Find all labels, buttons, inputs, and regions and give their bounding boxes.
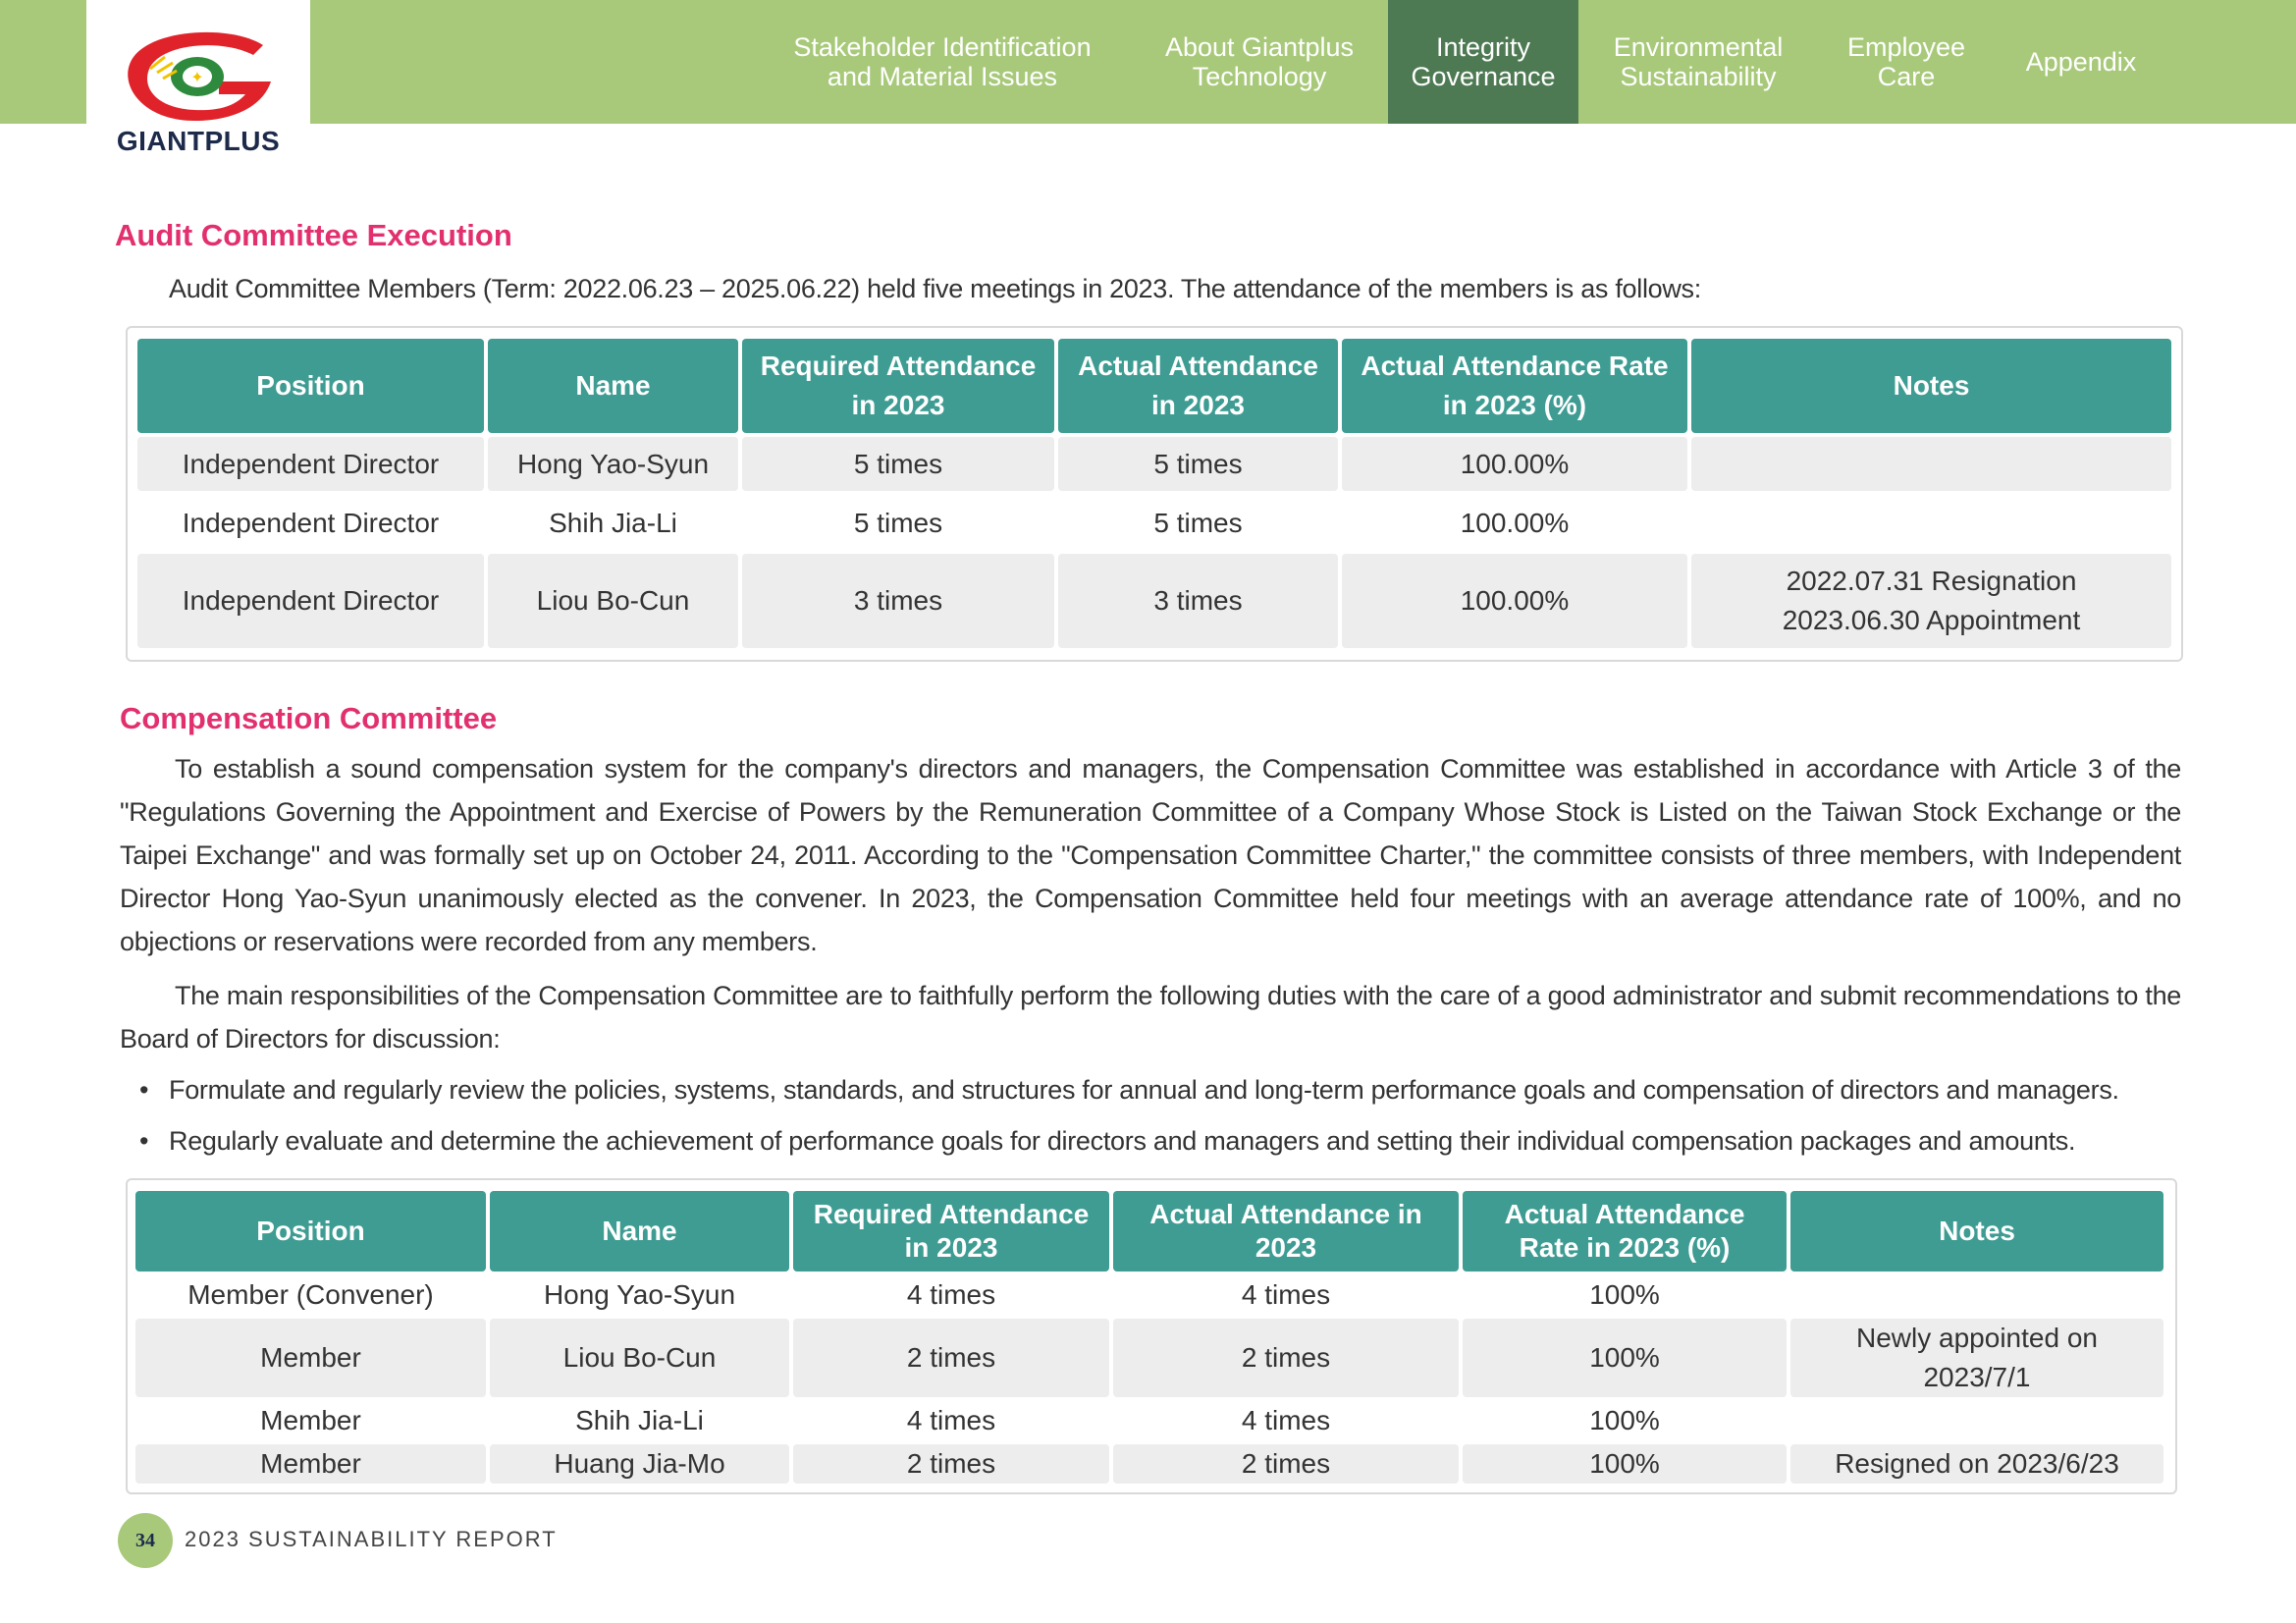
table-cell <box>1691 496 2171 550</box>
table-cell: Shih Jia-Li <box>549 507 677 538</box>
table-cell <box>1691 437 2171 491</box>
nav-label: Environmental <box>1613 32 1784 62</box>
table-cell-notes: Newly appointed on 2023/7/1 <box>1790 1319 2163 1397</box>
table-cell: Member <box>260 1405 361 1435</box>
nav-environmental-sustainability[interactable] <box>1590 0 1806 124</box>
table-cell: 100% <box>1463 1319 1787 1397</box>
nav-label: About Giantplus <box>1164 32 1355 62</box>
table-cell: 2 times <box>1113 1444 1459 1484</box>
comp-header-position: Position <box>135 1191 486 1271</box>
brand-name: GIANTPLUS <box>116 126 281 156</box>
compensation-section-title: Compensation Committee <box>120 701 498 735</box>
compensation-paragraph-1: To establish a sound compensation system for the company's directors and managers, the Compensation Committee was established in accordance with Article 3 of the "Regulations Governing the Appointment and Exercise of Powers by the Remuneration Committee of a Company Whose Stock is Listed on the Taiwan Stock Exchange or the Taipei Exchange" and was formally set up on October 24, 2011. According to the "Compensation Committee Charter," the committee consists of three members, with Independent Director Hong Yao-Syun unanimously elected as the convener. In 2023, the Compensation Committee held four meetings with an average attendance rate of 100%, and no objections or reservations were recorded from any members. <box>120 754 2181 956</box>
table-cell <box>1790 1401 2163 1440</box>
table-cell-notes: 2022.07.31 Resignation 2023.06.30 Appointment <box>1691 554 2171 648</box>
comp-header-notes: Notes <box>1790 1191 2163 1271</box>
table-cell: 5 times <box>742 437 1054 491</box>
table-cell: Huang Jia-Mo <box>490 1444 789 1484</box>
nav-label: Integrity <box>1435 32 1531 62</box>
nav-label: Appendix <box>2025 47 2137 77</box>
comp-header-actual: Actual Attendance in 2023 <box>1113 1191 1459 1271</box>
nav-label: Sustainability <box>1620 62 1777 91</box>
table-cell: Member <box>135 1444 486 1484</box>
table-cell: Resigned on 2023/6/23 <box>1790 1444 2163 1484</box>
table-cell: 4 times <box>1241 1279 1331 1310</box>
nav-employee-care[interactable] <box>1828 0 1985 124</box>
audit-header-notes: Notes <box>1691 339 2171 433</box>
responsibility-bullet-2: • Regularly evaluate and determine the achievement of performance goals for directors and managers and setting their individual compensation packages and amounts. <box>169 1126 2191 1157</box>
nav-label: Care <box>1877 62 1936 91</box>
table-cell: 3 times <box>742 554 1054 648</box>
table-cell: 100% <box>1589 1405 1660 1435</box>
table-cell: Shih Jia-Li <box>575 1405 704 1435</box>
table-cell: Member (Convener) <box>187 1279 434 1310</box>
comp-header-required: Required Attendance in 2023 <box>793 1191 1109 1271</box>
compensation-paragraph-2: The main responsibilities of the Compensation Committee are to faithfully perform the following duties with the care of a good administrator and submit recommendations to the Board of Directors for discussion: <box>120 981 2181 1054</box>
table-cell: 5 times <box>1058 437 1338 491</box>
nav-about-giantplus[interactable] <box>1147 0 1372 124</box>
table-cell: Member <box>135 1319 486 1397</box>
table-cell: 100.00% <box>1460 507 1570 538</box>
table-cell: Independent Director <box>137 554 484 648</box>
comp-header-rate: Actual Attendance Rate in 2023 (%) <box>1463 1191 1787 1271</box>
audit-header-actual: Actual Attendance in 2023 <box>1058 339 1338 433</box>
table-cell: 100.00% <box>1342 554 1687 648</box>
table-cell: Independent Director <box>137 437 484 491</box>
table-cell: Independent Director <box>182 507 440 538</box>
nav-appendix[interactable] <box>2002 0 2160 124</box>
nav-stakeholder-identification[interactable] <box>775 0 1109 124</box>
nav-label: Governance <box>1411 62 1556 91</box>
nav-label: Stakeholder Identification <box>793 32 1092 62</box>
table-cell: 2 times <box>1113 1319 1459 1397</box>
table-cell: 2 times <box>793 1444 1109 1484</box>
table-cell: Liou Bo-Cun <box>490 1319 789 1397</box>
page-number: 34 <box>118 1513 173 1568</box>
audit-section-title: Audit Committee Execution <box>115 218 512 252</box>
table-cell: 100% <box>1589 1279 1660 1310</box>
responsibility-bullet-1: • Formulate and regularly review the policies, systems, standards, and structures for annual and long-term performance goals and compensation of directors and managers. <box>169 1075 2191 1106</box>
table-cell: 4 times <box>906 1279 996 1310</box>
table-cell: Hong Yao-Syun <box>488 437 738 491</box>
audit-header-position: Position <box>137 339 484 433</box>
table-cell: 5 times <box>853 507 943 538</box>
audit-header-rate: Actual Attendance Rate in 2023 (%) <box>1342 339 1687 433</box>
brand-logo[interactable] <box>86 0 310 165</box>
table-cell: 2 times <box>793 1319 1109 1397</box>
audit-intro: Audit Committee Members (Term: 2022.06.23 – 2025.06.22) held five meetings in 2023. The attendance of the members is as follows: <box>169 274 1701 303</box>
audit-header-required: Required Attendance in 2023 <box>742 339 1054 433</box>
table-cell: Liou Bo-Cun <box>488 554 738 648</box>
table-cell: 4 times <box>906 1405 996 1435</box>
nav-label: Technology <box>1192 62 1327 91</box>
table-cell: 3 times <box>1058 554 1338 648</box>
nav-label: and Material Issues <box>827 62 1058 91</box>
table-cell: 4 times <box>1241 1405 1331 1435</box>
giantplus-logo-icon <box>116 27 283 126</box>
table-cell: 100% <box>1463 1444 1787 1484</box>
nav-integrity-governance[interactable] <box>1388 0 1578 124</box>
table-cell: Hong Yao-Syun <box>543 1279 736 1310</box>
comp-header-name: Name <box>490 1191 789 1271</box>
svg-text:✦: ✦ <box>190 68 204 86</box>
audit-header-name: Name <box>488 339 738 433</box>
table-cell: 100.00% <box>1342 437 1687 491</box>
report-title: 2023 SUSTAINABILITY REPORT <box>185 1527 558 1551</box>
nav-label: Employee <box>1846 32 1966 62</box>
table-cell <box>1790 1275 2163 1315</box>
table-cell: 5 times <box>1153 507 1243 538</box>
